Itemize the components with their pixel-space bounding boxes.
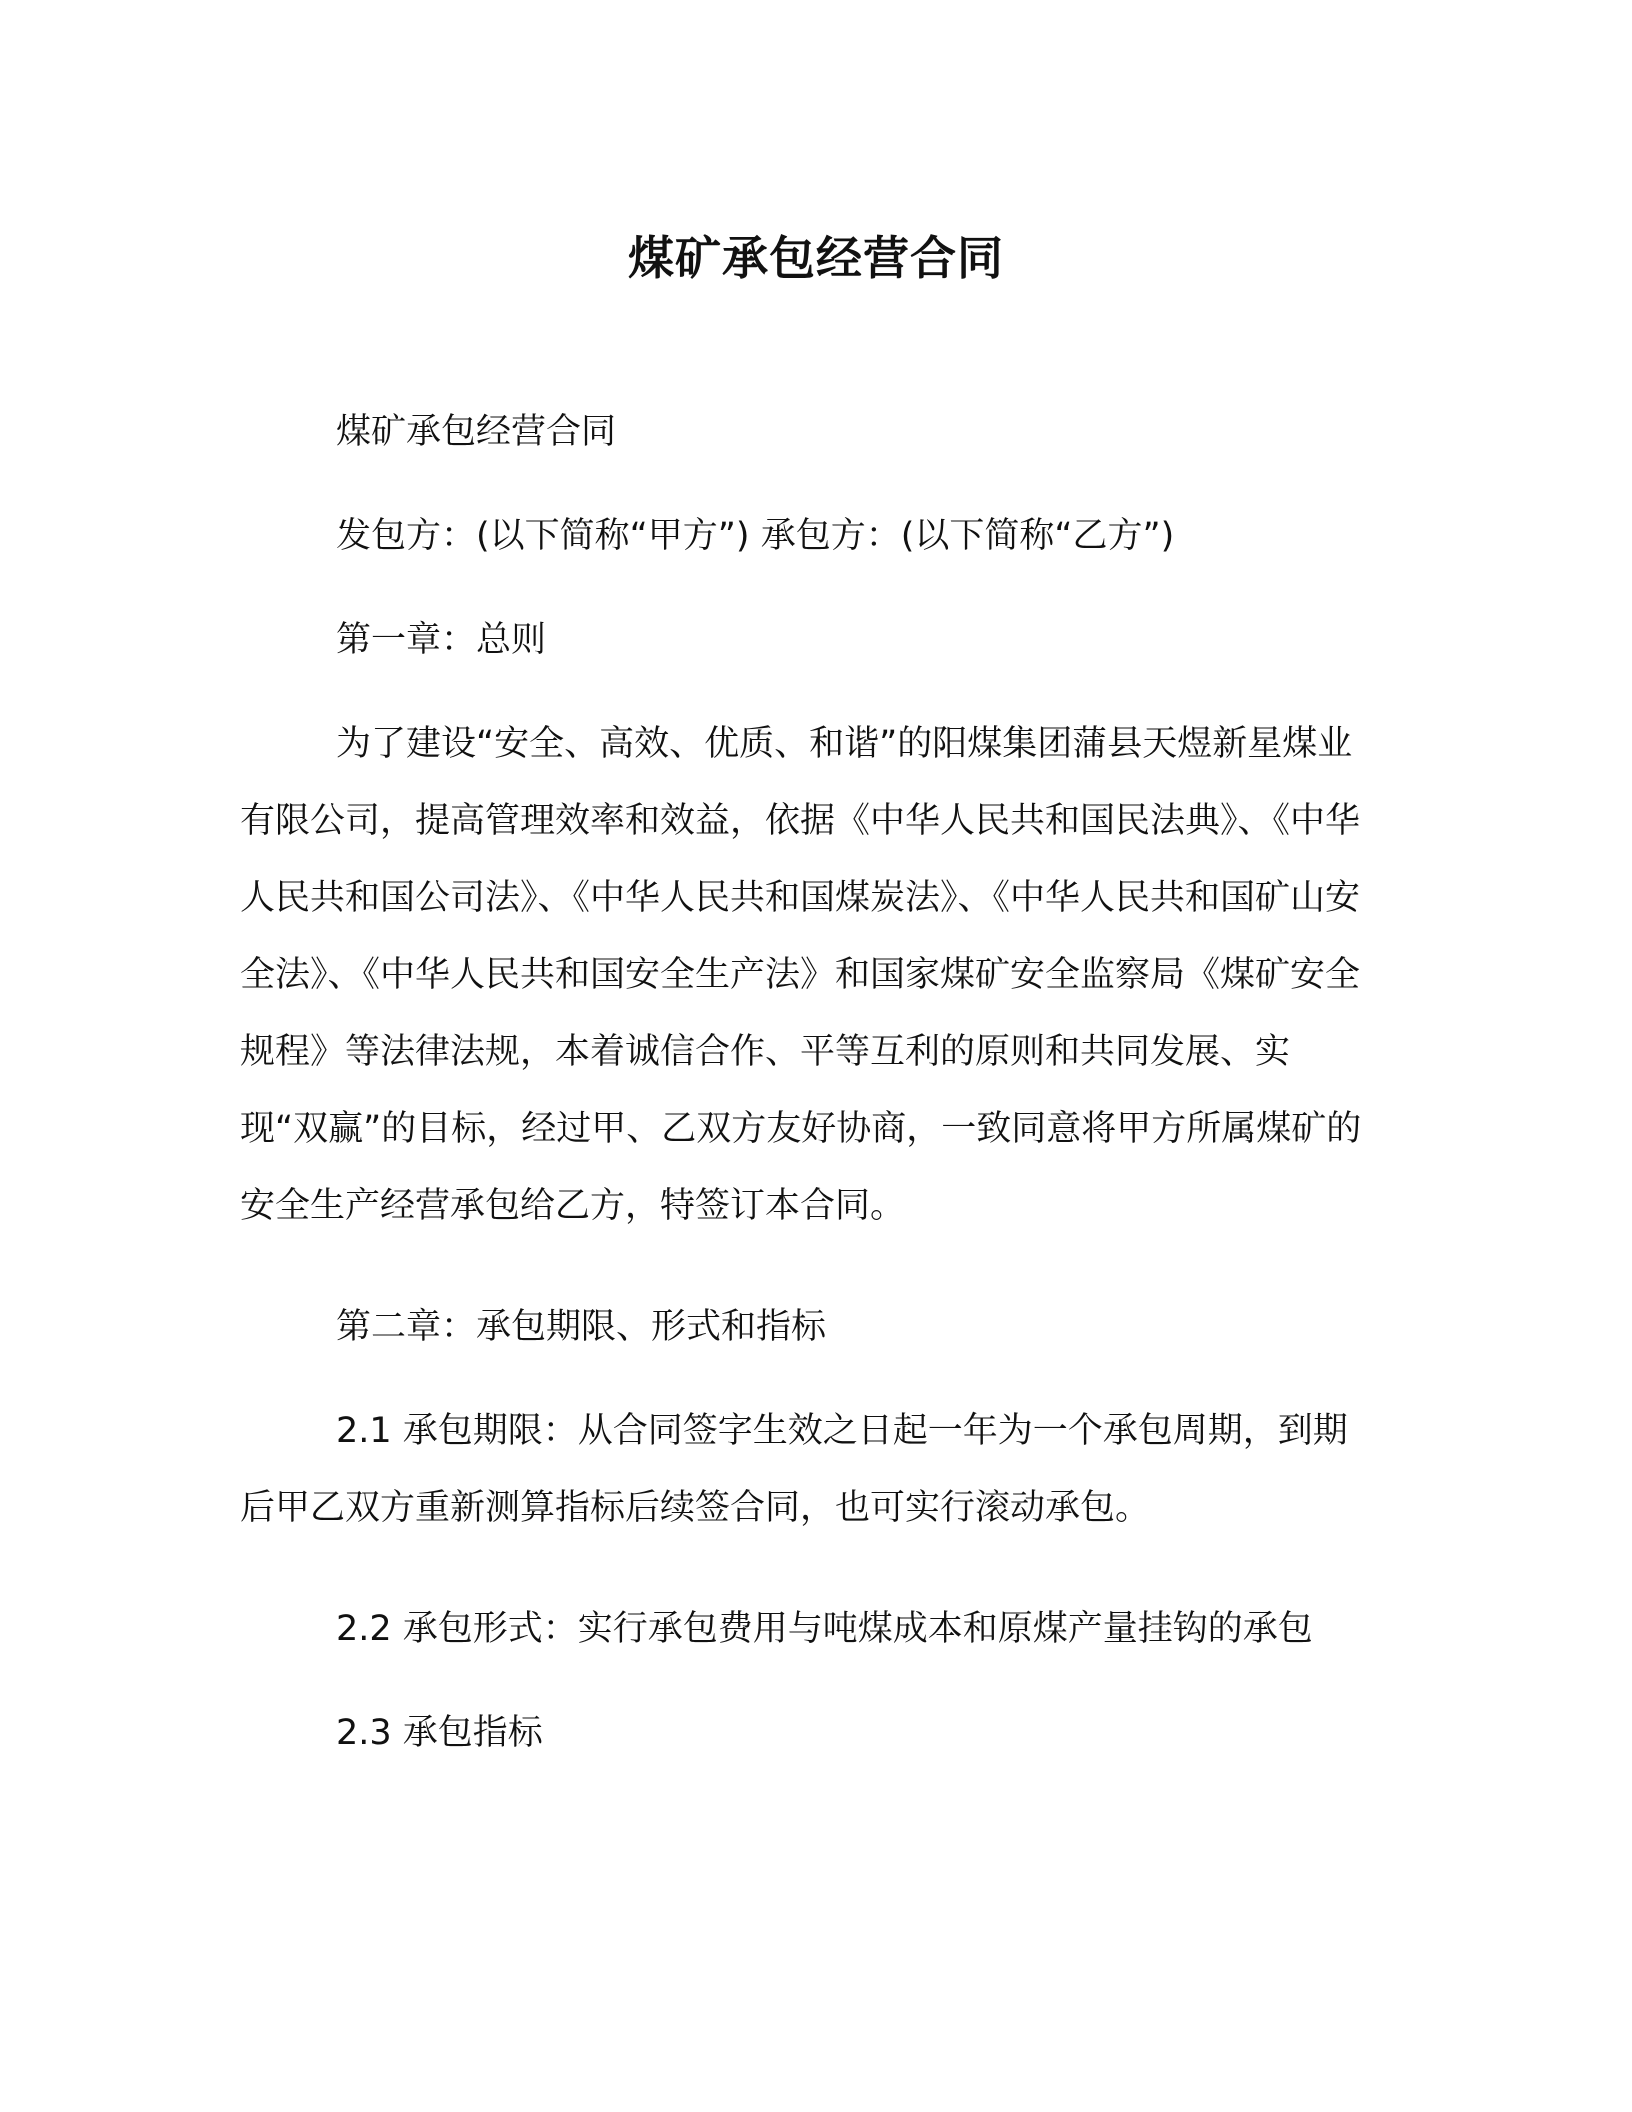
paragraph-chapter-1-heading: 第一章：总则 [336,620,547,660]
paragraph-chapter-2-heading: 第二章：承包期限、形式和指标 [336,1307,827,1347]
paragraph-2-1: 2.1 承包期限：从合同签字生效之日起一年为一个承包周期，到期后甲乙双方重新测算指标后续签合同，也可实行滚动承包。 [240,1411,1348,1528]
paragraph-preamble: 为了建设“安全、高效、优质、和谐”的阳煤集团蒲县天煜新星煤业有限公司，提高管理效率和效益，依据《中华人民共和国民法典》、《中华人民共和国公司法》、《中华人民共和国煤炭法》、《中华人民共和国矿山安全法》、《中华人民共和国安全生产法》和国家煤矿安全监察局《煤矿安全规程》等法律法规，本着诚信合作、平等互利的原则和共同发展、实现“双赢”的目标，经过甲、乙双方友好协商，一致同意将甲方所属煤矿的安全生产经营承包给乙方，特签订本合同。 [240,724,1362,1226]
paragraph-2-2: 2.2 承包形式：实行承包费用与吨煤成本和原煤产量挂钩的承包 [336,1609,1313,1649]
document-body [240,394,1375,1772]
document-title: 煤矿承包经营合同 [628,231,1004,285]
paragraph-parties: 发包方：(以下简称“甲方”) 承包方：(以下简称“乙方”) [336,516,1175,556]
paragraph-2-3: 2.3 承包指标 [336,1713,543,1753]
paragraph-subtitle: 煤矿承包经营合同 [336,412,617,452]
